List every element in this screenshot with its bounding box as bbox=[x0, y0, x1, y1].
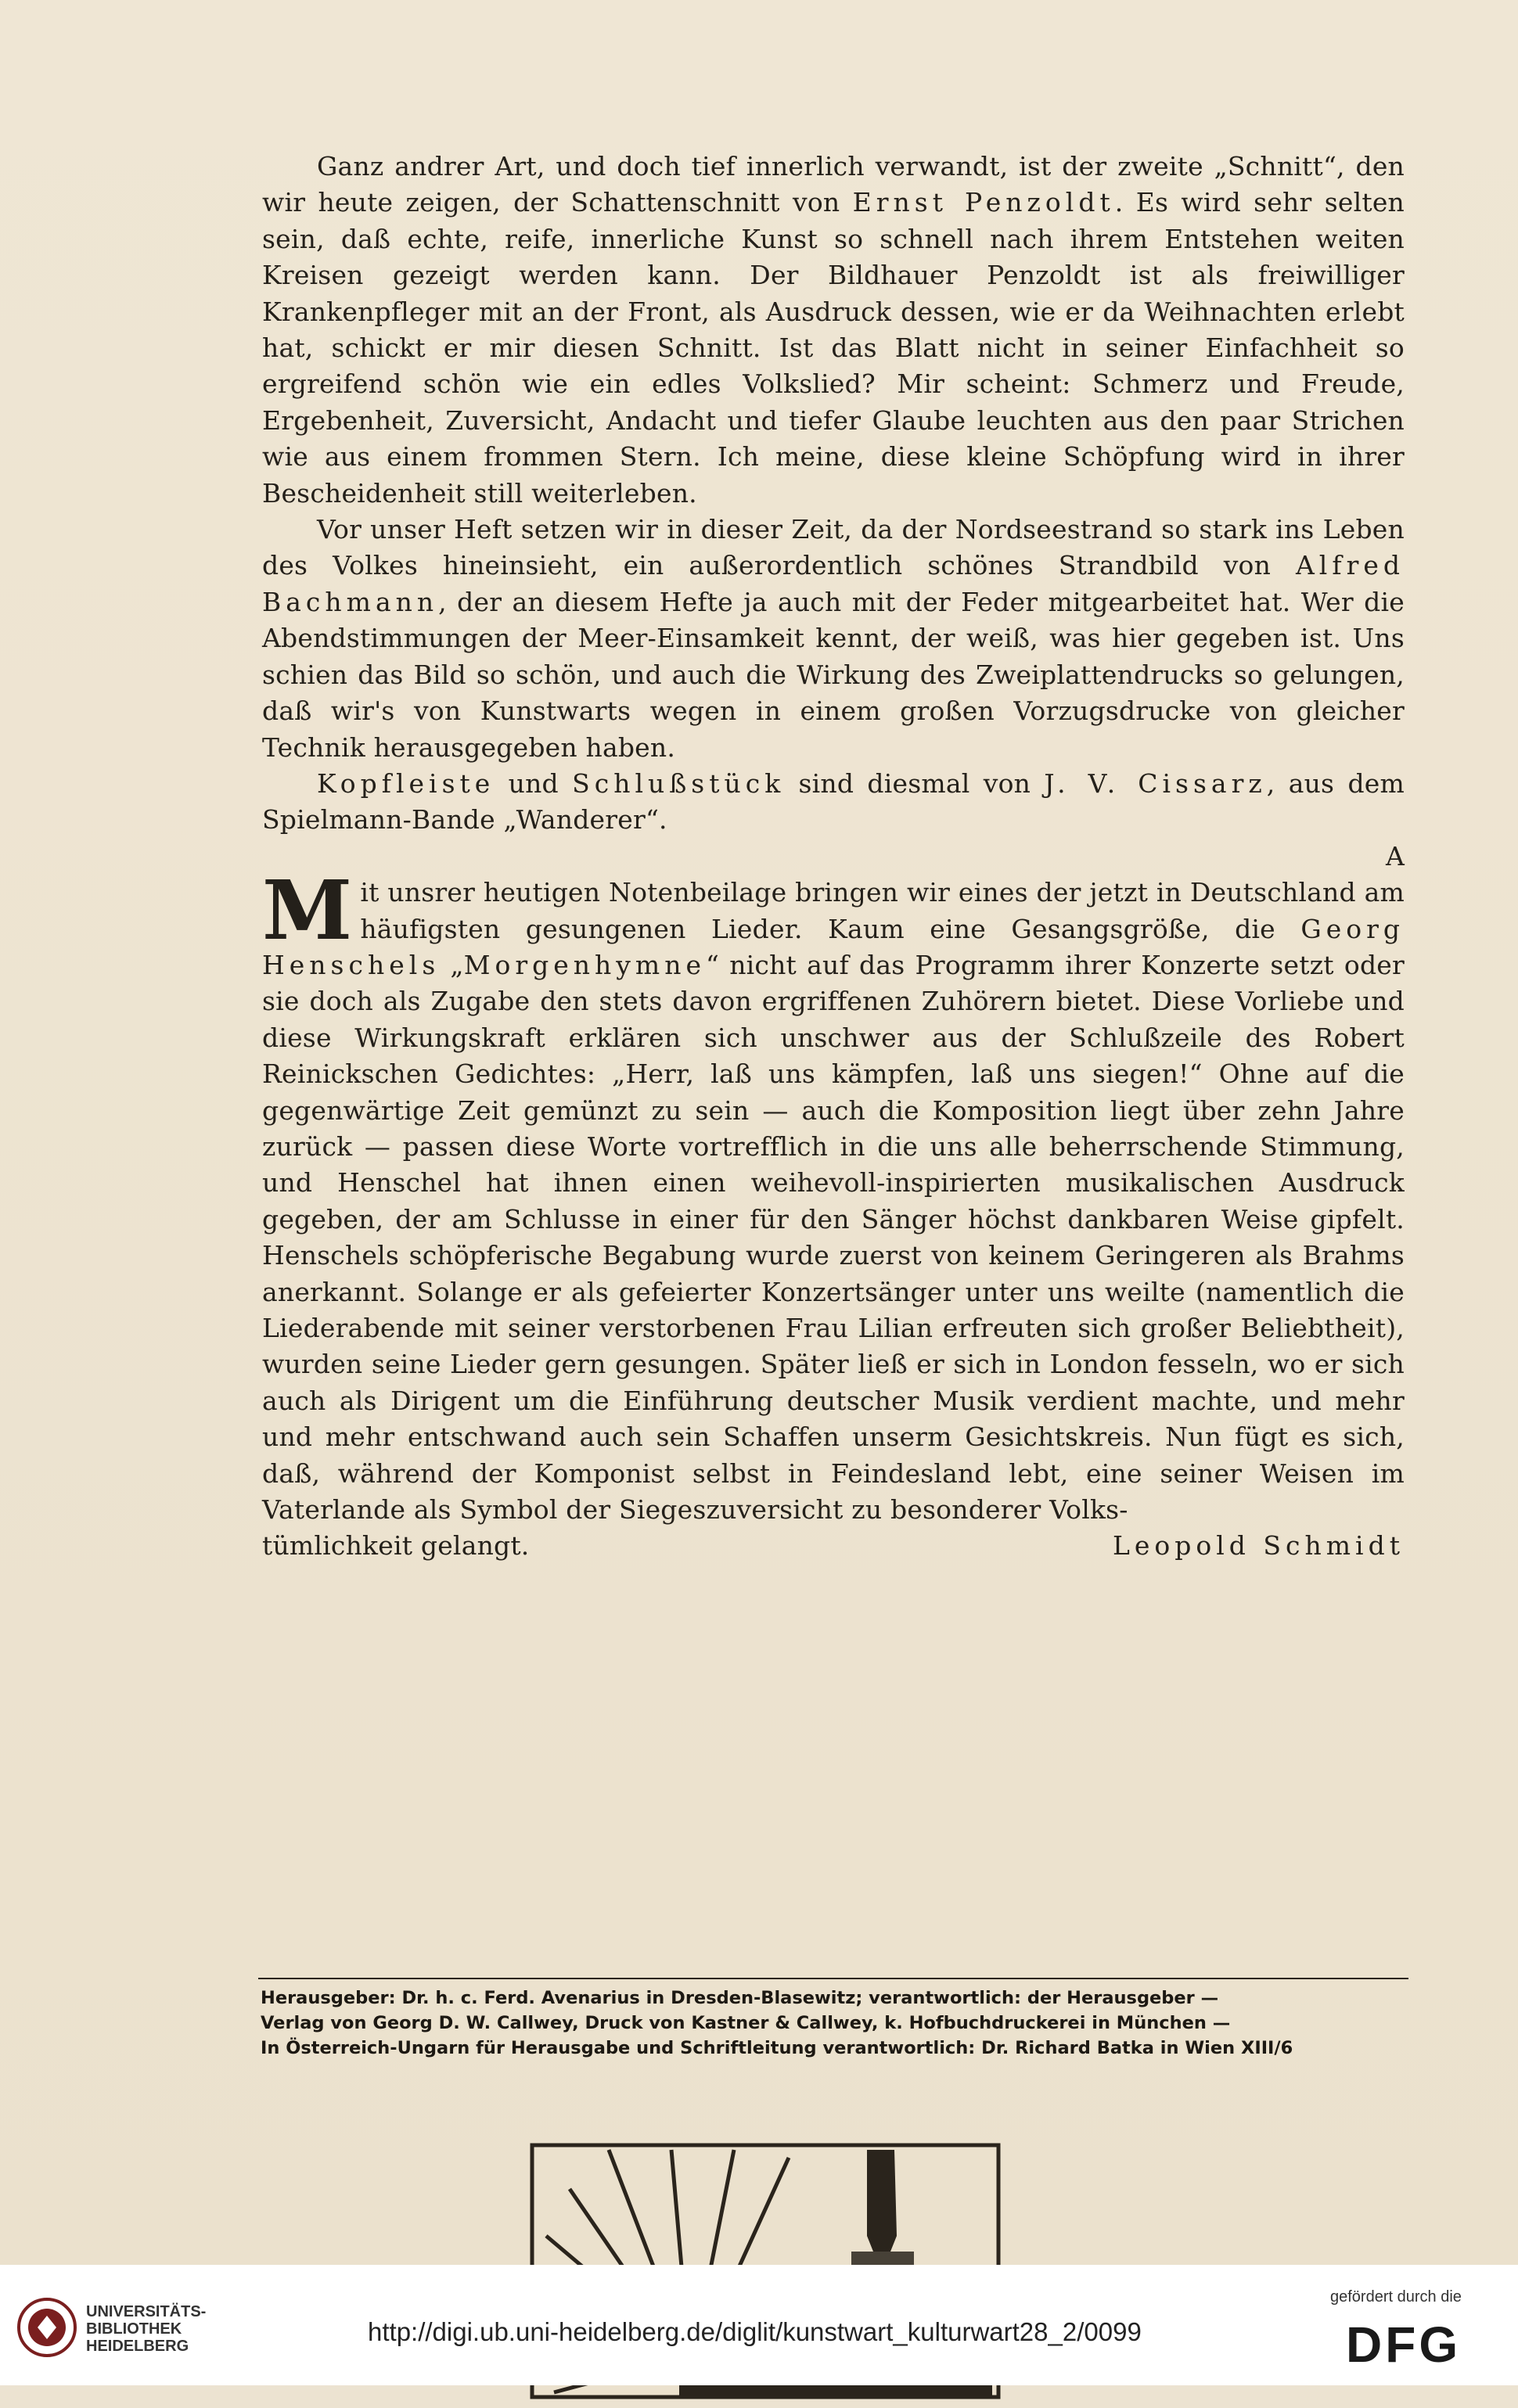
impressum-rule bbox=[258, 1978, 1408, 1979]
article-body bbox=[262, 149, 1405, 1565]
paragraph-penzoldt bbox=[262, 149, 1405, 512]
paragraph-text: “ nicht auf das Programm ihrer Konzerte setzt oder sie doch als Zugabe den stets davon ergriffenen Zuhörern bietet. Diese Vorliebe und diese Wirkungskraft erklären sich unschwer aus der Schlußzeile des Robert Reinickschen Gedichtes: „Herr, laß uns kämpfen, laß uns siegen!“ Ohne auf die gegenwärtige Zeit gemünzt zu sein — auch die Komposition liegt über zehn Jahre zurück — passen diese Worte vortrefflich in die uns alle beherrschende Stimmung, und Henschel hat ihnen einen weihevoll-inspirierten musikalischen Ausdruck gegeben, der am Schlusse in einer für den Sänger höchst dankbaren Weise gipfelt. Henschels schöpferische Begabung wurde zuerst von keinem Geringeren als Brahms anerkannt. Solange er als gefeierter Konzertsänger unter uns weilte (namentlich die Liederabende mit seiner verstorbenen Frau Lilian erfreuten sich großer Beliebtheit), wurden seine Lieder gern gesungen. Später ließ er sich in London fesseln, wo er sich auch als Dirigent um die Einführung deutscher Musik verdient machte, und mehr und mehr entschwand auch sein Schaffen unserm Gesichtskreis. Nun fügt es sich, daß, während der Komponist selbst in Feindesland lebt, eine seiner Weisen im Vaterlande als Symbol der Siegeszuversicht zu besonderer Volks- bbox=[262, 949, 1405, 1526]
drop-cap: M bbox=[262, 862, 353, 959]
library-name bbox=[86, 2303, 206, 2355]
paragraph-text: . Es wird sehr selten sein, daß echte, reife, innerliche Kunst so schnell nach ihrem Entstehen weiten Kreisen gezeigt werden kann. Der Bildhauer Penzoldt ist als freiwilliger Krankenpfleger mit an der Front, als Ausdruck dessen, wie er da Weihnachten erlebt hat, schickt er mir diesen Schnitt. Ist das Blatt nicht in seiner Einfachheit so ergreifend schön wie ein edles Volkslied? Mir scheint: Schmerz und Freude, Ergebenheit, Zuversicht, Andacht und tiefer Glaube leuchten aus den paar Strichen wie aus einem frommen Stern. Ich meine, diese kleine Schöpfung wird in ihrer Bescheidenheit still weiterleben. bbox=[262, 187, 1405, 509]
library-name-line: BIBLIOTHEK bbox=[86, 2320, 182, 2338]
paragraph-text: „ bbox=[440, 949, 464, 980]
paragraph-text: sind diesmal von bbox=[785, 767, 1045, 799]
paragraph-text: und bbox=[495, 767, 573, 799]
university-seal-icon bbox=[16, 2292, 78, 2363]
impressum-line: In Österreich-Ungarn für Herausgabe und Schriftleitung verantwortlich: Dr. Richard Batka in Wien XIII/6 bbox=[261, 2038, 1293, 2058]
paragraph-text: Vor unser Heft setzen wir in dieser Zeit, da der Nordseestrand so stark ins Leben des Volkes hineinsieht, ein außerordentlich schönes Strandbild von bbox=[262, 514, 1405, 581]
permalink-url[interactable]: http://digi.ub.uni-heidelberg.de/diglit/kunstwart_kulturwart28_2/0099 bbox=[368, 2317, 1142, 2346]
paragraph-text: , aus dem Spielmann-Bande „Wanderer“. bbox=[262, 767, 1405, 836]
paragraph-henschel bbox=[262, 862, 1405, 1528]
library-name-line: UNIVERSITÄTS- bbox=[86, 2303, 207, 2320]
paragraph-text: it unsrer heutigen Notenbeilage bringen wir eines der jetzt in Deutschland am häufigsten gesungenen Lieder. Kaum eine Gesangsgröße, die bbox=[360, 877, 1405, 944]
impressum-line: Herausgeber: Dr. h. c. Ferd. Avenarius in Dresden-Blasewitz; verantwortlich: der Herausgeber — bbox=[261, 1988, 1219, 2008]
impressum-line: Verlag von Georg D. W. Callwey, Druck von Kastner & Callwey, k. Hofbuchdruckerei in München — bbox=[261, 2013, 1231, 2033]
term-kopfleiste: Kopfleiste bbox=[317, 767, 495, 799]
closing-text: tümlichkeit gelangt. bbox=[262, 1530, 530, 1562]
composer-name: Georg Henschels bbox=[262, 913, 1405, 980]
impressum bbox=[261, 1986, 1407, 2061]
artist-name: J. V. Cissarz bbox=[1044, 767, 1267, 799]
paragraph-cissarz bbox=[262, 766, 1405, 839]
dfg-logo: DFG bbox=[1346, 2316, 1462, 2373]
term-schlussstueck: Schlußstück bbox=[572, 767, 786, 799]
artist-name: Ernst Penzoldt bbox=[852, 187, 1115, 218]
author-signature: Leopold Schmidt bbox=[1112, 1530, 1405, 1562]
closing-line bbox=[262, 1528, 1405, 1564]
funding-note: gefördert durch die bbox=[1330, 2288, 1462, 2306]
paragraph-text: Ganz andrer Art, und doch tief innerlich verwandt, ist der zweite „Schnitt“, den wir heute zeigen, der Schattenschnitt von bbox=[262, 151, 1405, 218]
song-title: Morgenhymne bbox=[463, 949, 706, 980]
library-name-line: HEIDELBERG bbox=[86, 2338, 189, 2355]
paragraph-text: , der an diesem Hefte ja auch mit der Feder mitgearbeitet hat. Wer die Abendstimmungen der Meer-Einsamkeit kennt, der weiß, was hier gegeben ist. Uns schien das Bild so schön, und auch die Wirkung des Zweiplattendrucks so gelungen, daß wir's von Kunstwarts wegen in einem großen Vorzugsdrucke von gleicher Technik herausgegeben haben. bbox=[262, 586, 1405, 763]
signature-initial: A bbox=[1385, 840, 1405, 872]
artist-name: Alfred Bachmann bbox=[262, 550, 1405, 617]
paragraph-bachmann bbox=[262, 512, 1405, 766]
